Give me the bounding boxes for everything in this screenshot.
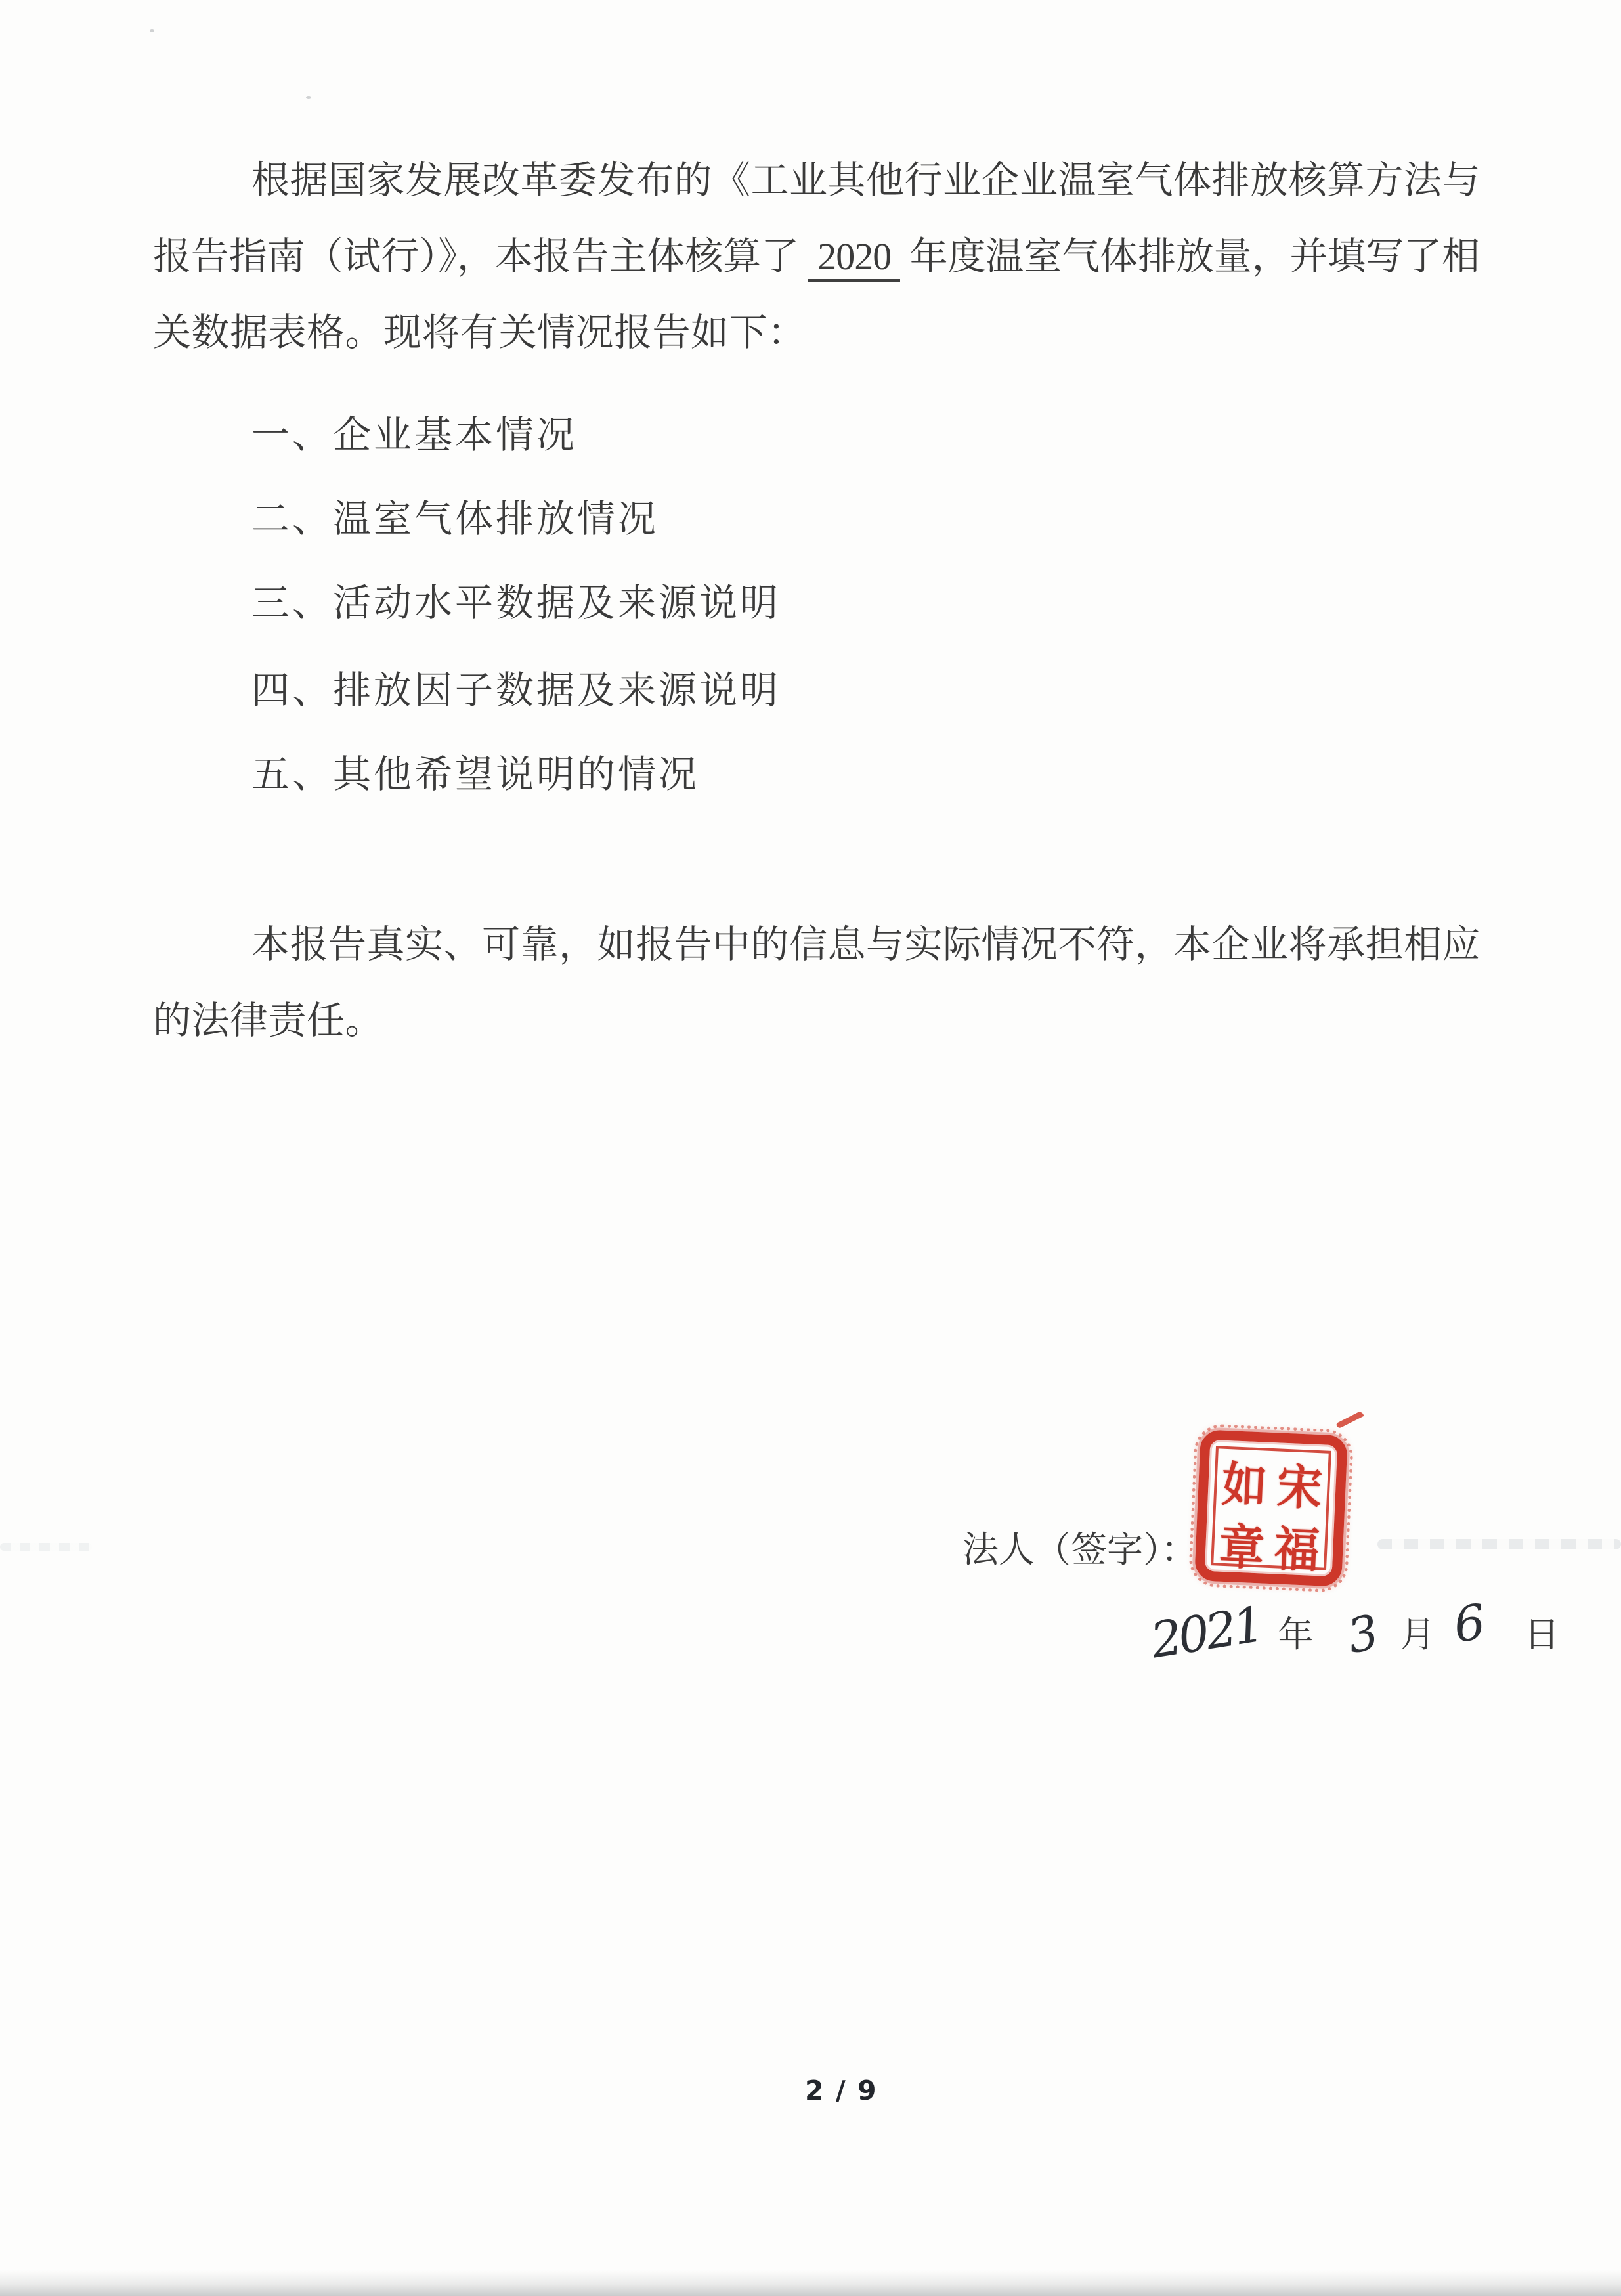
month-label: 月 [1400,1615,1436,1655]
scan-artifact-right [1377,1539,1621,1549]
handwritten-month: 3 [1343,1604,1383,1664]
seal-char-bottom-right: 福 [1273,1523,1321,1578]
signature-date [1146,1593,1560,1670]
handwritten-day: 6 [1450,1593,1489,1654]
seal-characters [1213,1448,1328,1578]
intro-paragraph-line-1: 根据国家发展改革委发布的《工业其他行业企业温室气体排放核算方法与 [251,159,1481,202]
legal-representative-signature-label: 法人（签字）： [962,1530,1198,1570]
intro-paragraph-line-3: 关数据表格。现将有关情况报告如下： [153,311,806,354]
legal-seal [1194,1429,1348,1587]
toc-item-emission-factors: 四、排放因子数据及来源说明 [251,669,781,712]
toc-item-activity-data: 三、活动水平数据及来源说明 [251,582,781,624]
toc-item-ghg-emissions: 二、温室气体排放情况 [251,498,659,540]
toc-item-company-basic-info: 一、企业基本情况 [251,414,578,456]
seal-ink-smudge [1335,1411,1364,1429]
year-label: 年 [1278,1615,1314,1655]
scan-speck [150,29,154,32]
scan-speck [306,96,311,99]
declaration-line-1: 本报告真实、可靠，如报告中的信息与实际情况不符，本企业将承担相应 [251,923,1481,966]
seal-char-top-left: 如 [1221,1458,1268,1514]
seal-char-top-right: 宋 [1276,1461,1324,1516]
scan-artifact-bottom-edge [0,2270,1621,2296]
report-year-underlined: 2020 [808,235,900,282]
declaration-line-2: 的法律责任。 [153,999,384,1042]
page-number: 2 / 9 [805,2075,878,2106]
day-label: 日 [1524,1615,1560,1655]
intro-paragraph-line-2 [153,235,1479,282]
intro-line2-text-pre: 报告指南（试行）》，本报告主体核算了 [153,235,799,278]
seal-char-bottom-left: 章 [1218,1521,1266,1576]
scan-artifact-left [0,1543,92,1551]
toc-item-other-notes: 五、其他希望说明的情况 [251,753,700,796]
handwritten-year: 2021 [1146,1596,1265,1670]
intro-line2-text-post: 年度温室气体排放量，并填写了相 [909,235,1479,278]
